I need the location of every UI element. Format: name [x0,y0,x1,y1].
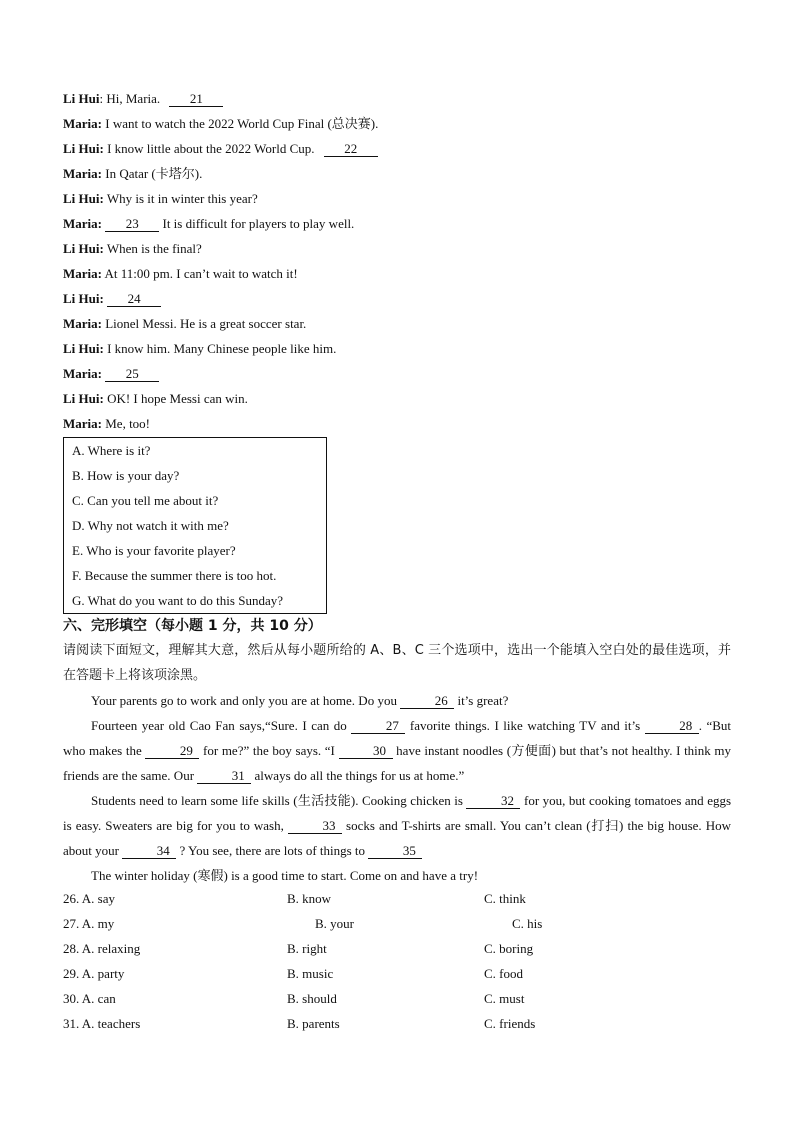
passage-text: have instant noodles (方便面) but that’s not healthy. I think my friends are the same. Our [63,743,732,783]
choice-b[interactable]: B. should [287,991,337,1006]
choice-c[interactable]: C. think [484,891,526,906]
choice-c[interactable]: C. his [512,916,543,931]
dialogue-line [63,314,306,334]
passage-paragraph-2 [63,713,731,788]
dialogue-line [63,389,248,409]
line-text: It is difficult for players to play well. [159,216,355,231]
blank-27: 27 [351,718,405,734]
speaker: Li Hui: [63,341,104,356]
passage-text: always do all the things for us at home.” [254,768,465,783]
blank-23: 23 [105,216,159,232]
blank-33: 33 [288,818,342,834]
blank-22: 22 [324,141,378,157]
blank-34: 34 [122,843,176,859]
dialogue-line [63,89,223,109]
passage-text: Students need to learn some life skills (生活技能). Cooking chicken is [91,793,463,808]
choice-a[interactable]: 26. A. say [63,891,115,906]
line-text: I know him. Many Chinese people like him. [103,341,337,356]
blank-28: 28 [645,718,699,734]
speaker: Maria: [63,416,102,431]
passage-paragraph-4: The winter holiday (寒假) is a good time to start. Come on and have a try! [91,868,479,883]
passage-text: for me?” the boy says. “I [203,743,335,758]
section-heading: 六、完形填空（每小题 1 分，共 10 分） [63,618,322,634]
speaker: Li Hui [63,91,100,106]
dialogue-line [63,189,258,209]
choice-b[interactable]: B. parents [287,1016,340,1031]
blank-31: 31 [197,768,251,784]
speaker: Maria: [63,116,102,131]
options-box [63,437,327,614]
choice-b[interactable]: B. music [287,966,334,981]
line-text: When is the final? [103,241,202,256]
blank-26: 26 [400,693,454,709]
option-d: D. Why not watch it with me? [72,518,229,533]
blank-32: 32 [466,793,520,809]
passage-text: it’s great? [457,693,509,708]
choice-b[interactable]: B. know [287,891,332,906]
line-text: In Qatar (卡塔尔). [101,166,203,181]
line-text: Why is it in winter this year? [103,191,258,206]
choice-c[interactable]: C. boring [484,941,534,956]
choice-c[interactable]: C. friends [484,1016,536,1031]
option-e: E. Who is your favorite player? [72,543,236,558]
speaker: Li Hui: [63,241,104,256]
passage-text: for you, but cooking tomatoes and eggs is easy. Sweaters are big for you to wash, [63,793,732,833]
line-text: At 11:00 pm. I can’t wait to watch it! [101,266,298,281]
passage-text: Fourteen year old Cao Fan says,“Sure. I can do [91,718,347,733]
passage-text: Your parents go to work and only you are at home. Do you [91,693,397,708]
blank-29: 29 [145,743,199,759]
blank-24: 24 [107,291,161,307]
dialogue-line [63,414,150,434]
choice-c[interactable]: C. must [484,991,525,1006]
dialogue-line [63,364,159,384]
choice-a[interactable]: 30. A. can [63,991,116,1006]
passage-text: favorite things. I like watching TV and it’s [409,718,641,733]
choice-a[interactable]: 28. A. relaxing [63,941,141,956]
option-f: F. Because the summer there is too hot. [72,568,277,583]
option-a: A. Where is it? [72,443,151,458]
option-c: C. Can you tell me about it? [72,493,219,508]
choice-c[interactable]: C. food [484,966,523,981]
dialogue-line [63,339,336,359]
passage-text: . “But who makes the [63,718,732,758]
blank-25: 25 [105,366,159,382]
option-b: B. How is your day? [72,468,180,483]
dialogue-line [63,214,354,234]
line-text: I want to watch the 2022 World Cup Final (总决赛). [101,116,379,131]
line-text: Lionel Messi. He is a great soccer star. [101,316,307,331]
blank-21: 21 [169,91,223,107]
speaker: Maria: [63,316,102,331]
passage-text: ? You see, there are lots of things to [179,843,366,858]
choice-b[interactable]: B. right [287,941,327,956]
speaker: Li Hui: [63,141,104,156]
line-text: OK! I hope Messi can win. [103,391,248,406]
section-instruction: 请阅读下面短文，理解其大意，然后从每小题所给的 A、B、C 三个选项中，选出一个能填入空白处的最佳选项，并在答题卡上将该项涂黑。 [63,643,731,683]
line-text: : Hi, Maria. [99,91,161,106]
dialogue-line [63,289,161,309]
blank-30: 30 [339,743,393,759]
speaker: Li Hui: [63,391,104,406]
dialogue-line [63,239,202,259]
dialogue-line [63,164,202,184]
speaker: Maria: [63,366,102,381]
speaker: Maria: [63,216,102,231]
choice-b[interactable]: B. your [315,916,354,931]
passage-text: socks and T-shirts are small. You can’t clean (打扫) the big house. How about your [63,818,732,858]
dialogue-line [63,264,298,284]
line-text: Me, too! [101,416,151,431]
dialogue-line [63,139,378,159]
dialogue-line [63,114,378,134]
blank-35: 35 [368,843,422,859]
speaker: Li Hui: [63,291,104,306]
line-text: I know little about the 2022 World Cup. [103,141,315,156]
choice-a[interactable]: 27. A. my [63,916,115,931]
choice-a[interactable]: 31. A. teachers [63,1016,141,1031]
speaker: Maria: [63,166,102,181]
choice-a[interactable]: 29. A. party [63,966,125,981]
option-g: G. What do you want to do this Sunday? [72,593,283,608]
speaker: Li Hui: [63,191,104,206]
speaker: Maria: [63,266,102,281]
passage-paragraph-1 [63,688,731,713]
passage-paragraph-3 [63,788,731,863]
